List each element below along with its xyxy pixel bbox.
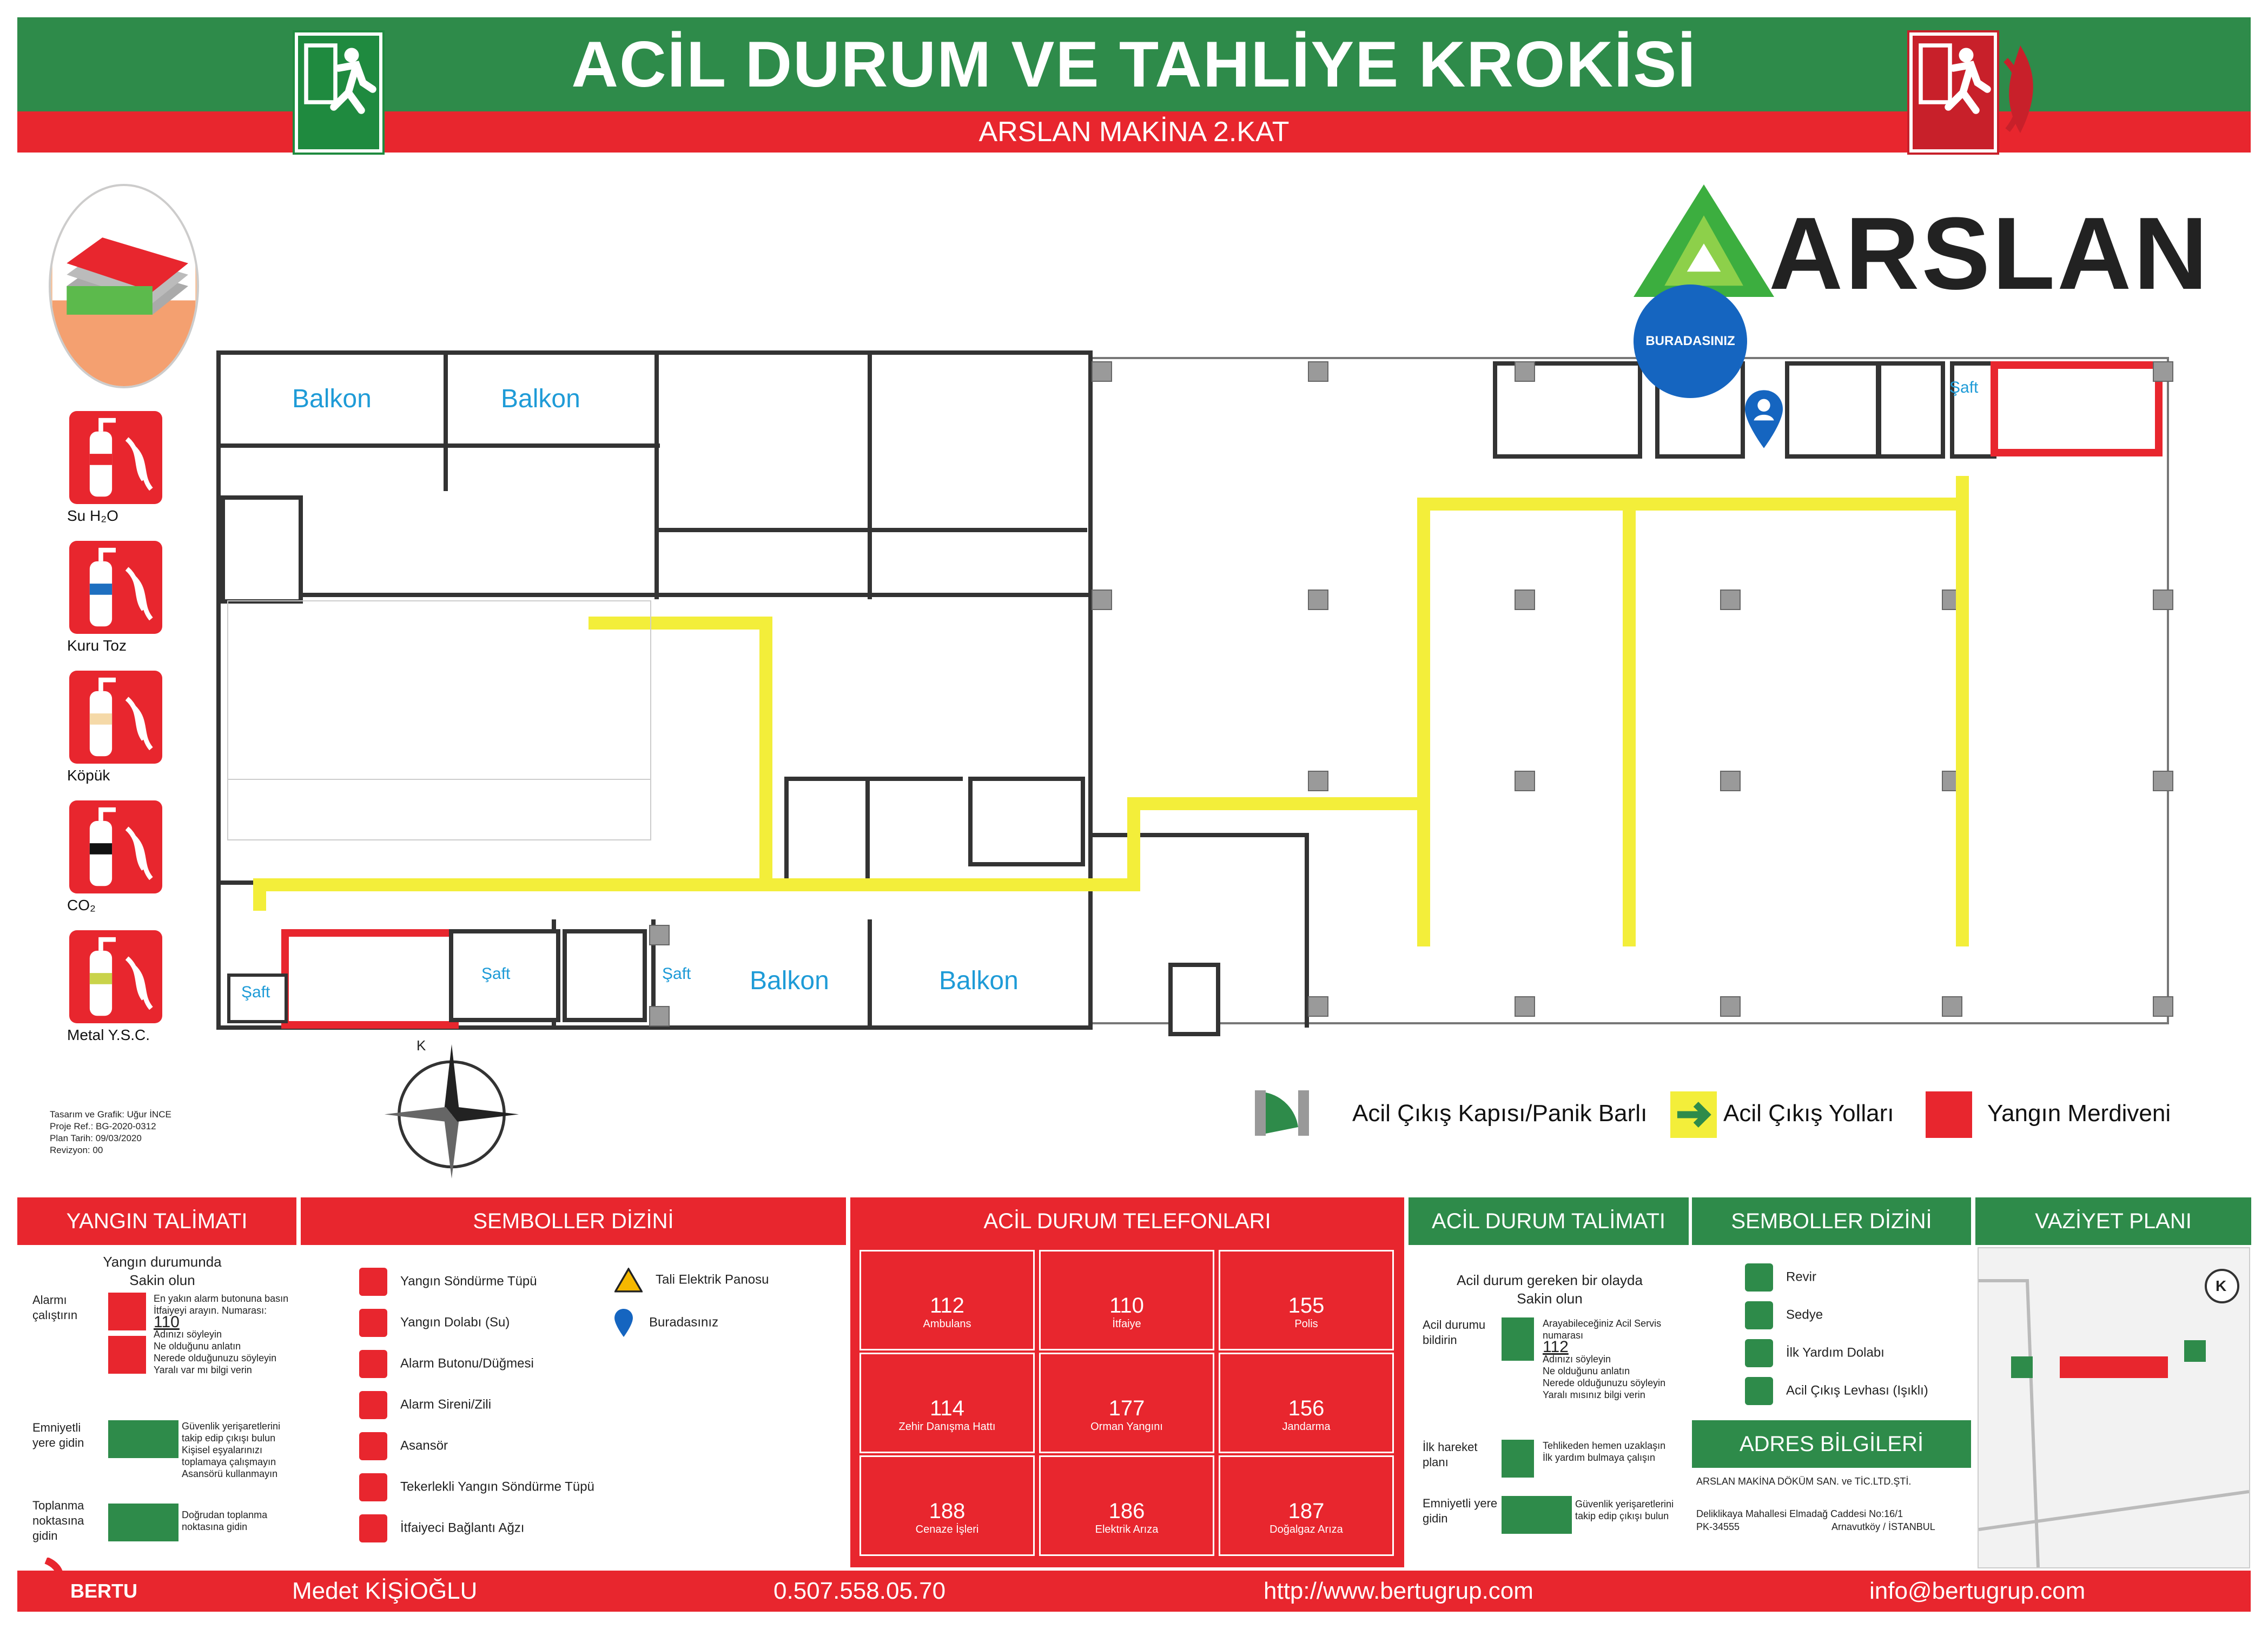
symbol-label: Tekerlekli Yangın Söndürme Tüpü: [400, 1479, 594, 1494]
phone-number: 188: [929, 1499, 966, 1523]
yangin-step1-text: En yakın alarm butonuna basın İtfaiyeyi arayın. Numarası: 110 Adınızı söyleyin Ne olduğunu anlatın Nerede olduğunuzu söyleyin Yaralı var mı bilgi verin: [154, 1293, 289, 1375]
room-balkon-3: Balkon: [750, 966, 829, 995]
phone-icon: [108, 1336, 146, 1374]
phone-cell: [861, 1354, 1033, 1452]
phone-number: 187: [1288, 1499, 1325, 1523]
extinguisher-icon: [69, 800, 162, 893]
acil-step3-text: Güvenlik yerişaretlerini takip edip çıkışı bulun: [1575, 1499, 1674, 1521]
phone-cell: [861, 1251, 1033, 1349]
logo-text: ARSLAN: [1769, 196, 2210, 311]
compass-letter: K: [416, 1037, 426, 1054]
extinguisher-label: Su H₂O: [67, 507, 118, 524]
extinguisher-icon: [69, 930, 162, 1023]
yangin-intro: Yangın durumunda Sakin olun: [103, 1254, 222, 1288]
phone-label: Zehir Danışma Hattı: [898, 1421, 996, 1433]
warning-icon: [614, 1268, 643, 1293]
phone-number: 177: [1108, 1396, 1145, 1420]
legend-fire-stair: Yangın Merdiveni: [1987, 1100, 2171, 1127]
phone-cell: [1220, 1457, 1392, 1554]
yangin-header: YANGIN TALİMATI: [17, 1197, 296, 1245]
adres-company: ARSLAN MAKİNA DÖKÜM SAN. ve TİC.LTD.ŞTİ.: [1696, 1476, 1912, 1487]
symbol-icon: [1745, 1339, 1773, 1367]
shaft-label-1: Şaft: [241, 983, 270, 1001]
room-balkon-1: Balkon: [292, 385, 372, 413]
phone-label: Orman Yangını: [1090, 1421, 1163, 1433]
symbol-icon: [1745, 1301, 1773, 1329]
phone-label: Jandarma: [1282, 1421, 1331, 1433]
symbol-icon: [359, 1432, 387, 1460]
symbol-label: Asansör: [400, 1438, 448, 1453]
symbol-icon: [359, 1514, 387, 1542]
phone-label: Elektrik Arıza: [1095, 1524, 1159, 1535]
shaft-label-3: Şaft: [662, 965, 691, 983]
telefon-header: ACİL DURUM TELEFONLARI: [850, 1197, 1404, 1245]
symbol-row: [359, 1432, 448, 1460]
credit-project: Proje Ref.: BG-2020-0312: [50, 1121, 156, 1131]
fire-stair-bottom-left: [281, 929, 459, 1029]
acil-step2-text: Tehlikeden hemen uzaklaşın İlk yardım bulmaya çalışın: [1543, 1440, 1666, 1463]
acil-phone-icon: [1502, 1317, 1534, 1361]
symbol-label: Alarm Butonu/Düğmesi: [400, 1356, 534, 1371]
phone-cell: [1220, 1354, 1392, 1452]
page-subtitle: ARSLAN MAKİNA 2.KAT: [978, 116, 1290, 148]
symbol-label: İlk Yardım Dolabı: [1786, 1345, 1885, 1360]
building-badge: [49, 184, 199, 388]
symbol-label: İtfaiyeci Bağlantı Ağzı: [400, 1520, 525, 1535]
shaft-label-2: Şaft: [481, 965, 511, 983]
symbol-icon: [1745, 1263, 1773, 1292]
extinguisher-icon: [69, 411, 162, 504]
room-balkon-4: Balkon: [939, 966, 1019, 995]
you-are-here-pin-icon: [1745, 389, 1783, 449]
phone-label: Ambulans: [923, 1318, 971, 1330]
phone-number: 155: [1288, 1294, 1325, 1317]
page-title: ACİL DURUM VE TAHLİYE KROKİSİ: [571, 28, 1697, 101]
symbol-row: [359, 1391, 491, 1419]
yangin-step3-text: Doğrudan toplanma noktasına gidin: [182, 1509, 268, 1532]
semboller2-header: SEMBOLLER DİZİNİ: [1692, 1197, 1971, 1245]
phone-number: 114: [930, 1396, 964, 1420]
phone-cell: [1220, 1251, 1392, 1349]
acil-intro: Acil durum gereken bir olayda Sakin olun: [1457, 1272, 1643, 1307]
phone-number: 156: [1288, 1396, 1325, 1420]
assembly-point-icon: [108, 1504, 178, 1541]
symbol-label: Acil Çıkış Levhası (Işıklı): [1786, 1383, 1928, 1398]
adres-header: ADRES BİLGİLERİ: [1692, 1420, 1971, 1468]
acil-exit-icon: [1502, 1496, 1572, 1534]
credit-revision: Revizyon: 00: [50, 1145, 103, 1155]
symbol-row: [1745, 1301, 1823, 1329]
symbol-label: Alarm Sireni/Zili: [400, 1397, 492, 1412]
you-are-here-badge: BURADASINIZ: [1634, 284, 1747, 398]
symbol-row: [1745, 1339, 1885, 1367]
footer-brand: BERTU: [70, 1580, 137, 1602]
legend-exit-door: Acil Çıkış Kapısı/Panik Barlı: [1352, 1100, 1648, 1127]
symbol-row: [359, 1309, 510, 1337]
credit-designer: Tasarım ve Grafik: Uğur İNCE: [50, 1109, 171, 1120]
acil-step1-label: Acil durumu bildirin: [1423, 1318, 1486, 1347]
acil-step1-text: Arayabileceğiniz Acil Servis numarası 112 Adınızı söyleyin Ne olduğunu anlatın Nerede olduğunuzu söyleyin Yaralı mısınız bilgi verin: [1543, 1318, 1666, 1400]
legend-exit-route: Acil Çıkış Yolları: [1723, 1100, 1894, 1127]
fire-stair-top-right: [1991, 361, 2163, 456]
yangin-step1-label: Alarmı çalıştırın: [32, 1293, 78, 1322]
fire-exit-sign-icon: [1909, 32, 1997, 153]
symbol-icon: [359, 1268, 387, 1296]
acil-step2-label: İlk hareket planı: [1423, 1440, 1478, 1469]
first-aid-moon-icon: [1502, 1440, 1534, 1478]
symbol-icon: [1745, 1377, 1773, 1405]
symbol-row: [614, 1309, 718, 1337]
adres-city: Arnavutköy / İSTANBUL: [1831, 1521, 1935, 1532]
symbol-label: Sedye: [1786, 1307, 1823, 1322]
acil-step3-label: Emniyetli yere gidin: [1423, 1496, 1498, 1525]
symbol-label: Revir: [1786, 1269, 1817, 1284]
symbol-icon: [359, 1391, 387, 1419]
footer-web[interactable]: http://www.bertugrup.com: [1264, 1578, 1533, 1604]
vaziyet-header: VAZİYET PLANI: [1975, 1197, 2251, 1245]
symbol-label: Buradasınız: [649, 1315, 719, 1330]
phone-label: Polis: [1294, 1318, 1318, 1330]
credit-date: Plan Tarih: 09/03/2020: [50, 1133, 142, 1143]
adres-pk: PK-34555: [1696, 1521, 1740, 1532]
exit-route-legend-icon: [1670, 1091, 1717, 1138]
extinguisher-label: CO₂: [67, 897, 96, 913]
extinguisher-label: Metal Y.S.C.: [67, 1027, 150, 1043]
shaft-label-4: Şaft: [1949, 379, 1979, 396]
exit-door-legend-icon: [1255, 1082, 1309, 1136]
phone-cell: [1041, 1354, 1213, 1452]
symbol-row: [614, 1268, 769, 1293]
phone-label: Doğalgaz Arıza: [1269, 1524, 1343, 1535]
site-compass-letter: K: [2216, 1277, 2227, 1294]
footer-name: Medet KİŞİOĞLU: [292, 1578, 478, 1604]
symbol-row: [359, 1514, 524, 1542]
symbol-row: [1745, 1377, 1928, 1405]
symbol-label: Yangın Söndürme Tüpü: [400, 1274, 537, 1289]
symbol-row: [359, 1473, 594, 1501]
bertu-logo-icon: [22, 1558, 70, 1612]
symbol-icon: [359, 1350, 387, 1378]
acil-header: ACİL DURUM TALİMATI: [1409, 1197, 1689, 1245]
flame-icon: [1996, 38, 2045, 141]
symbol-row: [359, 1268, 537, 1296]
adres-line1: Deliklikaya Mahallesi Elmadağ Caddesi No:16/1: [1696, 1508, 1903, 1519]
fire-stair-legend-icon: [1926, 1091, 1972, 1138]
phone-number: 110: [1109, 1294, 1144, 1317]
extinguisher-label: Kuru Toz: [67, 637, 127, 654]
extinguisher-label: Köpük: [67, 767, 110, 784]
symbol-label: Yangın Dolabı (Su): [400, 1315, 510, 1330]
yangin-step2-text: Güvenlik yerişaretlerini takip edip çıkışı bulun Kişisel eşyalarınızı toplamaya çalışmayın Asansörü kullanmayın: [182, 1421, 281, 1479]
footer-phone: 0.507.558.05.70: [773, 1578, 946, 1604]
symbol-row: [359, 1350, 534, 1378]
site-plan-map: [1978, 1247, 2250, 1568]
yangin-step3-label: Toplanma noktasına gidin: [32, 1499, 84, 1542]
phone-number: 112: [930, 1294, 964, 1317]
extinguisher-icon: [69, 541, 162, 634]
symbol-row: [1745, 1263, 1816, 1292]
symbol-icon: [359, 1309, 387, 1337]
phone-number: 186: [1108, 1499, 1145, 1523]
phone-label: İtfaiye: [1112, 1318, 1141, 1330]
compass-rose-icon: [379, 1038, 525, 1184]
exit-sign-icon: [295, 32, 382, 153]
semboller1-header: SEMBOLLER DİZİNİ: [301, 1197, 846, 1245]
alarm-icon: [108, 1293, 146, 1330]
room-balkon-2: Balkon: [501, 385, 580, 413]
yangin-step2-label: Emniyetli yere gidin: [32, 1421, 84, 1449]
phone-cell: [861, 1457, 1033, 1554]
phone-cell: [1041, 1457, 1213, 1554]
arslan-logo-icon: [1634, 184, 1774, 297]
location-pin-icon: [614, 1309, 633, 1337]
symbol-icon: [359, 1473, 387, 1501]
exit-sign-small-icon: [108, 1420, 178, 1458]
footer-email[interactable]: info@bertugrup.com: [1869, 1578, 2086, 1604]
phone-cell: [1041, 1251, 1213, 1349]
phone-label: Cenaze İşleri: [915, 1524, 979, 1535]
extinguisher-icon: [69, 671, 162, 764]
symbol-label: Tali Elektrik Panosu: [656, 1272, 769, 1287]
